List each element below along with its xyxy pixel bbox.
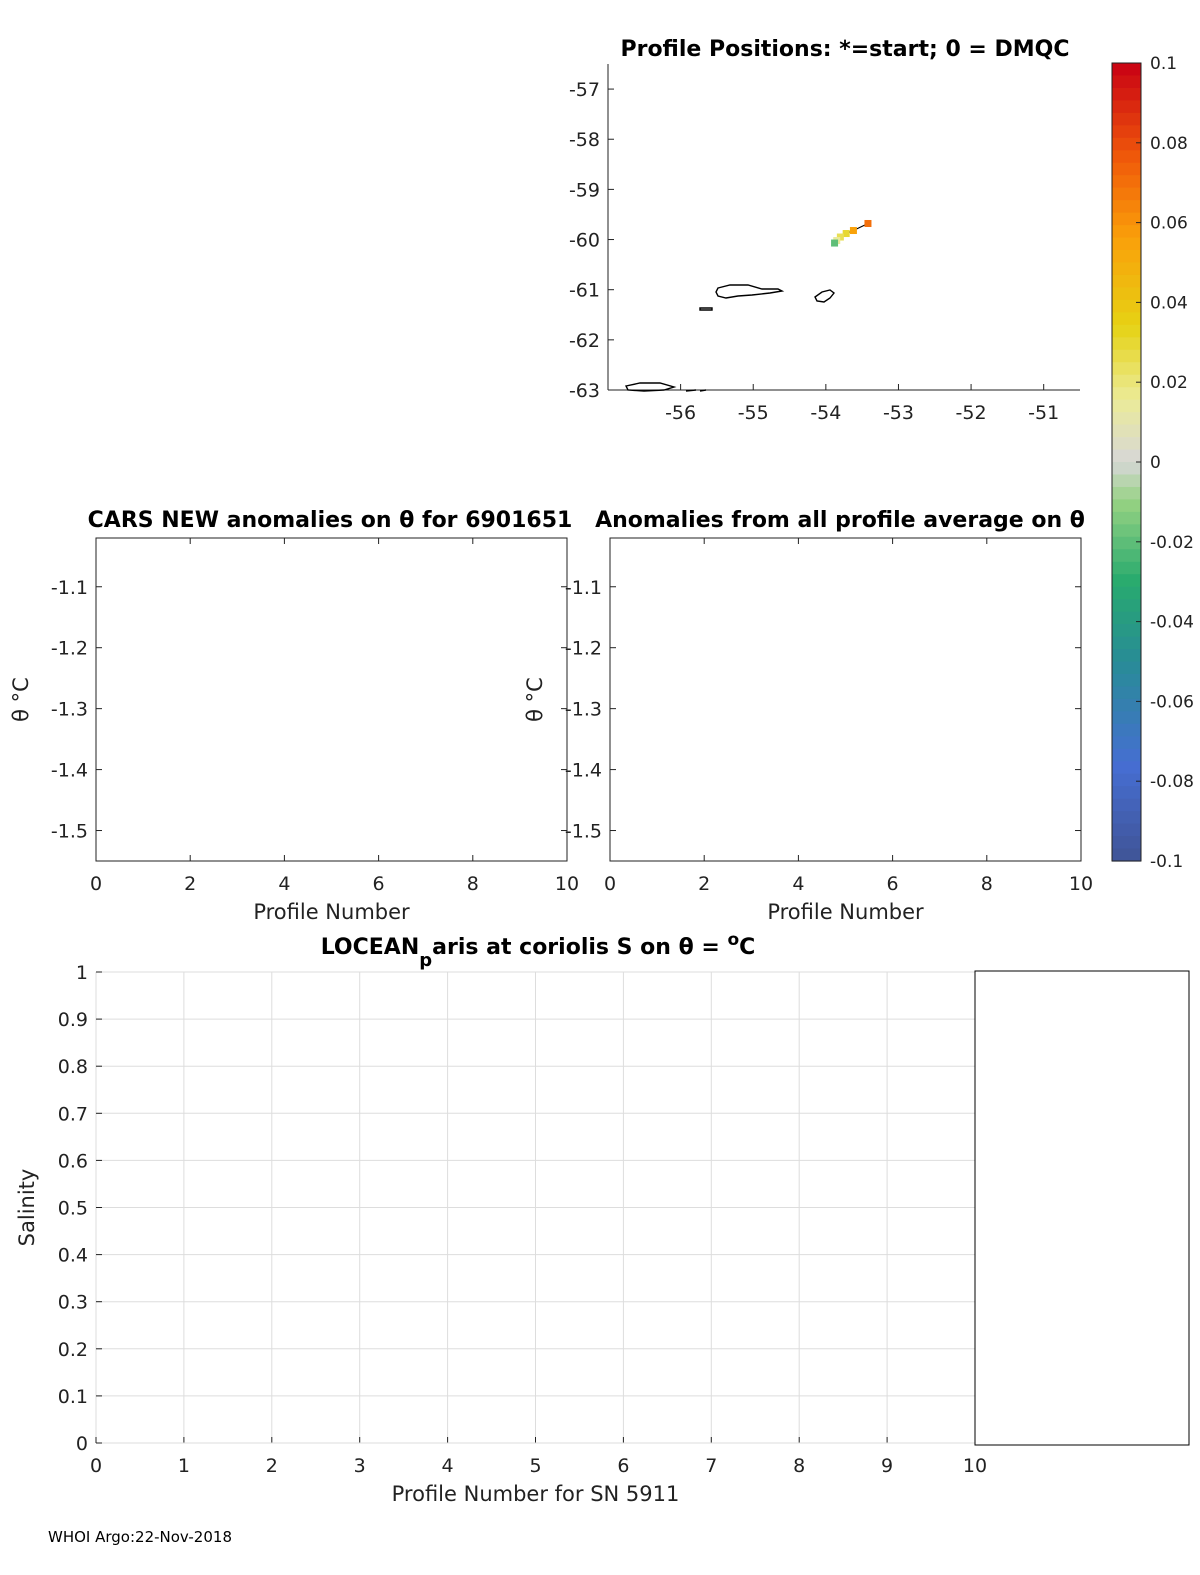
colorbar-segment xyxy=(1112,312,1141,325)
x-tick-label: 7 xyxy=(705,1455,718,1477)
y-tick-label: 0.1 xyxy=(57,1385,88,1408)
colorbar-segment xyxy=(1112,400,1141,413)
footer-stamp: WHOI Argo:22-Nov-2018 xyxy=(48,1528,232,1546)
profile-marker xyxy=(831,240,838,247)
colorbar-segment xyxy=(1112,612,1141,625)
y-tick-label: 0.8 xyxy=(57,1056,88,1079)
colorbar-segment xyxy=(1112,75,1141,88)
colorbar-segment xyxy=(1112,512,1141,525)
colorbar-segment xyxy=(1112,200,1141,213)
y-tick-label: -62 xyxy=(568,329,600,352)
colorbar-tick-label: -0.06 xyxy=(1150,692,1194,713)
y-tick-label: 0.5 xyxy=(57,1197,88,1220)
y-tick-label: -57 xyxy=(568,79,600,102)
x-tick-label: -51 xyxy=(1028,402,1060,424)
x-axis-label: Profile Number xyxy=(253,900,410,924)
x-tick-label: 10 xyxy=(962,1455,988,1477)
colorbar-segment xyxy=(1112,300,1141,313)
salinity-title-end: C xyxy=(739,935,756,960)
colorbar-tick-label: -0.1 xyxy=(1150,852,1184,872)
colorbar-segment xyxy=(1112,325,1141,338)
axes-frame xyxy=(610,538,1081,861)
x-tick-label: -54 xyxy=(810,402,842,424)
x-tick-label: 6 xyxy=(617,1455,630,1477)
x-tick-label: 9 xyxy=(881,1455,894,1477)
axes-frame xyxy=(96,538,567,861)
colorbar-segment xyxy=(1112,487,1141,500)
colorbar-segment xyxy=(1112,188,1141,201)
x-tick-label: 8 xyxy=(466,873,479,895)
profile-marker xyxy=(864,220,871,227)
legend-box xyxy=(975,971,1189,1445)
x-tick-label: 0 xyxy=(89,873,103,895)
y-tick-label: -1.4 xyxy=(50,759,88,782)
colorbar-segment xyxy=(1112,113,1141,126)
colorbar-segment xyxy=(1112,387,1141,400)
colorbar-tick-label: 0 xyxy=(1150,453,1161,473)
x-tick-label: -53 xyxy=(882,402,914,424)
colorbar-segment xyxy=(1112,250,1141,263)
colorbar-segment xyxy=(1112,699,1141,712)
colorbar-segment xyxy=(1112,549,1141,562)
colorbar-tick-label: -0.04 xyxy=(1150,612,1194,633)
y-tick-label: 0.3 xyxy=(57,1291,88,1314)
colorbar-segment xyxy=(1112,425,1141,438)
y-tick-label: -1.2 xyxy=(564,637,602,660)
map-axes xyxy=(569,64,1080,424)
salinity-panel xyxy=(15,930,1189,1506)
colorbar-segment xyxy=(1112,287,1141,300)
colorbar-segment xyxy=(1112,450,1141,463)
colorbar-segment xyxy=(1112,100,1141,113)
x-axis-label: Profile Number for SN 5911 xyxy=(391,1482,680,1506)
profile-markers xyxy=(831,220,871,247)
y-tick-label: -1.1 xyxy=(50,576,88,599)
x-tick-label: -52 xyxy=(955,402,987,424)
y-axis-label: Salinity xyxy=(15,1168,39,1247)
colorbar-segment xyxy=(1112,175,1141,188)
colorbar-segment xyxy=(1112,686,1141,699)
colorbar-segment xyxy=(1112,138,1141,151)
colorbar-tick-label: 0.06 xyxy=(1150,213,1188,234)
colorbar-segment xyxy=(1112,275,1141,288)
colorbar-segment xyxy=(1112,811,1141,824)
colorbar-segment xyxy=(1112,649,1141,662)
x-tick-label: 10 xyxy=(1068,873,1094,895)
salinity-title-sub: p xyxy=(419,950,433,971)
colorbar-segment xyxy=(1112,786,1141,799)
y-tick-label: -60 xyxy=(568,229,600,252)
y-tick-label: 0.6 xyxy=(57,1150,88,1173)
salinity-axes xyxy=(15,962,987,1506)
colorbar-segment xyxy=(1112,63,1141,76)
coastlines xyxy=(626,285,834,391)
coastline-island-3 xyxy=(700,308,712,310)
colorbar-segment xyxy=(1112,125,1141,138)
colorbar-segment xyxy=(1112,225,1141,238)
colorbar-segment xyxy=(1112,724,1141,737)
colorbar-segment xyxy=(1112,337,1141,350)
x-tick-label: 1 xyxy=(177,1455,190,1477)
y-tick-label: -59 xyxy=(568,179,600,202)
x-tick-label: 8 xyxy=(980,873,993,895)
colorbar-segment xyxy=(1112,437,1141,450)
coastline-island-5 xyxy=(686,390,706,391)
x-tick-label: 0 xyxy=(89,1455,103,1477)
x-tick-label: 5 xyxy=(529,1455,542,1477)
colorbar-tick-label: -0.02 xyxy=(1150,532,1194,553)
colorbar-segment xyxy=(1112,412,1141,425)
y-tick-label: 0.2 xyxy=(57,1338,88,1361)
colorbar-segment xyxy=(1112,761,1141,774)
colorbar-segment xyxy=(1112,674,1141,687)
profile-average-anomaly-axes xyxy=(523,538,1093,924)
x-tick-label: 4 xyxy=(441,1455,454,1477)
profile-average-anomaly-panel xyxy=(523,508,1093,924)
y-tick-label: -1.3 xyxy=(50,698,88,721)
y-tick-label: -63 xyxy=(568,380,600,402)
colorbar-segment xyxy=(1112,637,1141,650)
x-tick-label: 6 xyxy=(886,873,899,895)
colorbar-tick-label: 0.1 xyxy=(1150,54,1178,74)
cars-anomaly-title: CARS NEW anomalies on θ for 6901651 xyxy=(87,508,573,533)
y-tick-label: -1.4 xyxy=(564,759,602,782)
profile-average-anomaly-title: Anomalies from all profile average on θ xyxy=(595,508,1085,533)
x-axis-label: Profile Number xyxy=(767,900,924,924)
cars-anomaly-panel xyxy=(9,508,579,924)
colorbar-segment xyxy=(1112,587,1141,600)
colorbar-segment xyxy=(1112,562,1141,575)
map-title: Profile Positions: *=start; 0 = DMQC xyxy=(620,37,1070,62)
y-tick-label: 0.4 xyxy=(57,1244,88,1267)
colorbar-segment xyxy=(1112,537,1141,550)
y-tick-label: -1.5 xyxy=(564,820,602,843)
x-tick-label: 4 xyxy=(792,873,805,895)
colorbar-segment xyxy=(1112,849,1141,862)
y-tick-label: 0.9 xyxy=(57,1009,88,1032)
colorbar-tick-label: 0.02 xyxy=(1150,373,1188,394)
salinity-title-main: LOCEAN xyxy=(320,935,420,960)
x-tick-label: 3 xyxy=(353,1455,366,1477)
y-tick-label: 1 xyxy=(75,962,88,984)
profile-marker xyxy=(850,227,857,234)
x-tick-label: 0 xyxy=(603,873,617,895)
colorbar-segment xyxy=(1112,824,1141,837)
colorbar-segment xyxy=(1112,736,1141,749)
y-tick-label: -1.5 xyxy=(50,820,88,843)
y-tick-label: -1.1 xyxy=(564,576,602,599)
salinity-title xyxy=(321,930,756,971)
colorbar-segment xyxy=(1112,88,1141,101)
x-tick-label: 4 xyxy=(278,873,291,895)
y-tick-label: -61 xyxy=(568,279,600,302)
colorbar-segment xyxy=(1112,238,1141,251)
colorbar-segment xyxy=(1112,574,1141,587)
colorbar-segment xyxy=(1112,163,1141,176)
cars-anomaly-axes xyxy=(9,538,579,924)
x-tick-label: 10 xyxy=(554,873,580,895)
colorbar-segment xyxy=(1112,774,1141,787)
salinity-title-rest: aris at coriolis S on θ = xyxy=(432,935,728,960)
y-axis-label: θ °C xyxy=(523,677,547,722)
y-tick-label: -58 xyxy=(568,129,600,152)
x-tick-label: 2 xyxy=(184,873,197,895)
colorbar-segment xyxy=(1112,263,1141,276)
colorbar-tick-label: 0.08 xyxy=(1150,133,1188,154)
colorbar-segment xyxy=(1112,662,1141,675)
colorbar xyxy=(1112,54,1194,872)
colorbar-segment xyxy=(1112,711,1141,724)
map-panel xyxy=(569,37,1194,872)
y-tick-label: -1.2 xyxy=(50,637,88,660)
x-tick-label: 2 xyxy=(698,873,711,895)
colorbar-segment xyxy=(1112,599,1141,612)
colorbar-tick-label: -0.08 xyxy=(1150,772,1194,793)
colorbar-segment xyxy=(1112,624,1141,637)
x-tick-label: -56 xyxy=(665,402,697,424)
colorbar-segment xyxy=(1112,499,1141,512)
colorbar-segment xyxy=(1112,749,1141,762)
colorbar-segment xyxy=(1112,474,1141,487)
x-tick-label: 2 xyxy=(265,1455,278,1477)
colorbar-segment xyxy=(1112,362,1141,375)
x-tick-label: 6 xyxy=(372,873,385,895)
colorbar-segment xyxy=(1112,524,1141,537)
y-tick-label: 0 xyxy=(75,1433,88,1455)
coastline-island-2 xyxy=(815,290,834,302)
salinity-title-sup: o xyxy=(727,930,740,950)
x-tick-label: -55 xyxy=(737,402,769,424)
coastline-island-1 xyxy=(716,285,782,298)
y-axis-label: θ °C xyxy=(9,677,33,722)
colorbar-segment xyxy=(1112,213,1141,226)
y-tick-label: 0.7 xyxy=(57,1103,88,1126)
colorbar-segment xyxy=(1112,375,1141,388)
colorbar-segment xyxy=(1112,836,1141,849)
colorbar-segment xyxy=(1112,350,1141,363)
colorbar-segment xyxy=(1112,150,1141,163)
colorbar-segment xyxy=(1112,799,1141,812)
colorbar-tick-label: 0.04 xyxy=(1150,293,1188,314)
colorbar-segment xyxy=(1112,462,1141,475)
x-tick-label: 8 xyxy=(793,1455,806,1477)
y-tick-label: -1.3 xyxy=(564,698,602,721)
